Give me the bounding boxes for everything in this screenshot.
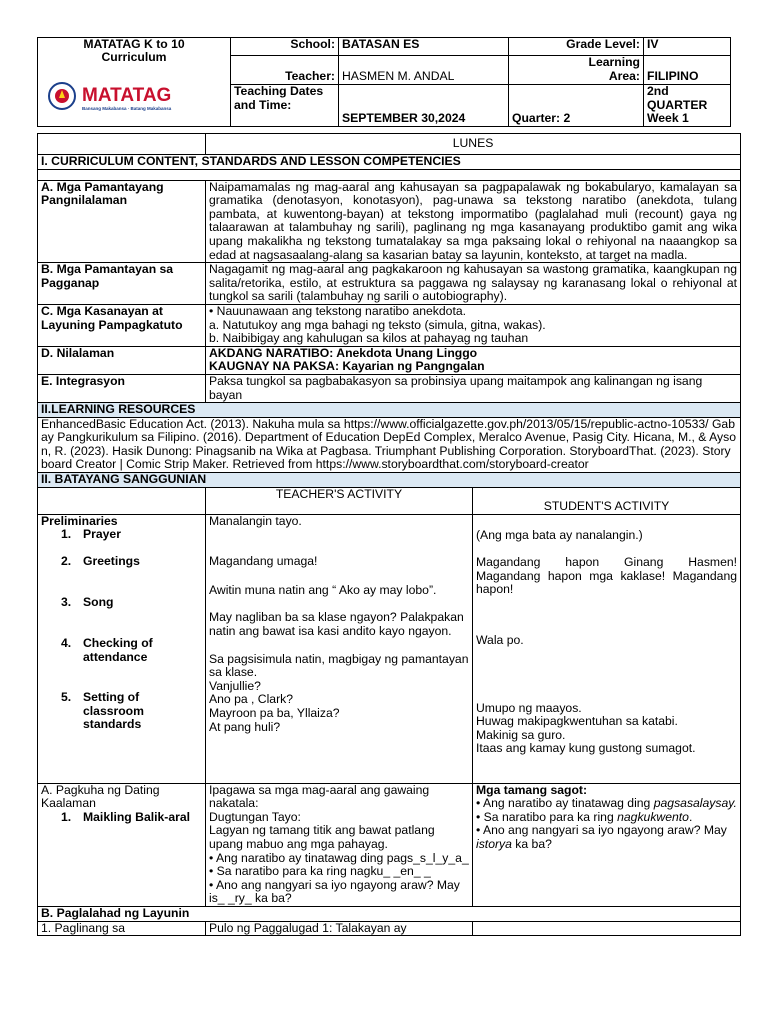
quarter-label: Quarter: 2 [509, 85, 644, 127]
d-line-2: KAUGNAY NA PAKSA: Kayarian ng Pangngalan [209, 359, 485, 374]
t-standards-5: At pang huli? [209, 719, 281, 734]
t-standards-2: Vanjullie? [209, 678, 261, 693]
answer-2: • Sa naratibo para ka ring nagkukwento. [476, 809, 693, 824]
pk-t5: • Sa naratibo para ka ring nagku_ _en_ _ [209, 864, 431, 879]
logo-tagline: Bansang Makabansa · Batang Makabansa [82, 106, 172, 111]
c-line-2: a. Natutukoy ang mga bahagi ng teksto (simula, gitna, wakas). [209, 317, 546, 332]
header-table [37, 37, 731, 127]
teacher-value: HASMEN M. ANDAL [339, 56, 509, 85]
section-sanggunian: II. BATAYANG SANGGUNIAN [38, 473, 741, 488]
preliminaries-title: Preliminaries [41, 513, 118, 528]
school-label: School: [231, 38, 339, 56]
greetings-item: 2. Greetings [61, 553, 140, 568]
blank-cell [38, 134, 206, 155]
grade-label: Grade Level: [509, 38, 644, 56]
preliminaries-cell [38, 514, 206, 783]
pk-t6: • Ano ang nangyari sa iyo ngayong araw? May is_ _ry_ ka ba? [209, 877, 460, 906]
row-b-label: B. Mga Pamantayan sa Pagganap [38, 263, 206, 305]
section-resources: II.LEARNING RESOURCES [38, 403, 741, 418]
logo-wordmark: MATATAG [82, 85, 172, 106]
row-c-label: C. Mga Kasanayan at Layuning Pampagkatuto [38, 304, 206, 346]
row-c-text [206, 304, 741, 346]
pk-t1: Ipagawa sa mga mag-aaral ang gawaing nakatala: [209, 782, 430, 811]
school-value: BATASAN ES [339, 38, 509, 56]
dates-label: Teaching Dates and Time: [231, 85, 339, 127]
song-item: 3. Song [61, 595, 114, 610]
resources-text: EnhancedBasic Education Act. (2013). Nakuha mula sa https://www.officialgazette.gov.ph/2013/05/15/republic-actno-10533/ Gabay Pangkurikulum sa Filipino. (2016). Department of Education DepEd Complex, Meralco Avenue, Pasig City. Hicana, M., & Ayson, R. (2023). Hasik Dunong: Pinagsanib na Wika at Pagbasa. Triumphant Publishing Corporation. StoryboardThat. (2023). Storyboard Creator | Comic Strip Maker. Retrieved from https://www.storyboardthat.com/storyboard-creator [38, 417, 741, 472]
paglalahad-row: B. Paglalahad ng Layunin [38, 907, 741, 922]
t-standards-1: Sa pagsisimula natin, magbigay ng pamantayan sa klase. [209, 651, 469, 680]
row-e-label: E. Integrasyon [38, 374, 206, 402]
lesson-plan-table [37, 133, 741, 936]
day-header: LUNES [206, 134, 741, 155]
paglinang-text: Pulo ng Paggalugad 1: Talakayan ay [206, 921, 473, 936]
t-prayer: Manalangin tayo. [209, 513, 302, 528]
spacer-row [38, 169, 741, 180]
s-standards-4: Itaas ang kamay kung gustong sumagot. [476, 741, 696, 756]
answers-heading: Mga tamang sagot: [476, 782, 588, 797]
t-song: Awitin muna natin ang “ Ako ay may lobo”. [209, 582, 437, 597]
answer-3: • Ano ang nangyari sa iyo ngayong araw? May istorya ka ba? [476, 823, 727, 852]
quarter-value: 2nd QUARTER Week 1 [644, 85, 731, 127]
row-a-text: Naipamamalas ng mag-aaral ang kahusayan sa pagpapalawak ng bokabularyo, kamalayan sa gramatika (denotasyon, konotasyon), pag-unawa sa tekstong naratibo (anekdota, tulang pambata, at kuwentong-bayan) at tekstong impormatibo (paglalahad muli (recount) gaya ng talaarawan at talambuhay ng sarili), paglinang ng mga kasanayang produktibo gamit ang wika upang makalikha ng tekstong tumatalakay sa mga paksaing lokal o rehiyonal na naaangkop sa edad at nagsasaalang-alang sa kasarian batay sa layunin, konteksto, at target na madla. [206, 180, 741, 263]
attendance-item: 4. Checking of attendance [61, 636, 153, 664]
t-standards-3: Ano pa , Clark? [209, 692, 294, 707]
paglinang-label: 1. Paglinang sa [38, 921, 206, 936]
t-greetings: Magandang umaga! [209, 554, 318, 569]
paglinang-student [473, 921, 741, 936]
curriculum-label: MATATAG K to 10 Curriculum [83, 37, 185, 64]
pagkuha-teacher-cell [206, 783, 473, 906]
section-curriculum: I. CURRICULUM CONTENT, STANDARDS AND LESSON COMPETENCIES [38, 155, 741, 170]
s-standards-1: Umupo ng maayos. [476, 700, 582, 715]
s-standards-3: Makinig sa guro. [476, 727, 566, 742]
pk-t4: • Ang naratibo ay tinatawag ding pags_s_l_y_a_ [209, 850, 469, 865]
answer-1: • Ang naratibo ay tinatawag ding pagsasalaysay. [476, 796, 737, 811]
blank-col-header [38, 487, 206, 514]
pagkuha-student-cell [473, 783, 741, 906]
prayer-item: 1. Prayer [61, 527, 121, 542]
balik-aral-item: 1. Maikling Balik-aral [61, 809, 191, 824]
pk-t2: Dugtungan Tayo: [209, 809, 301, 824]
d-line-1: AKDANG NARATIBO: Anekdota Unang Linggo [209, 345, 478, 360]
row-a-label: A. Mga Pamantayang Pangnilalaman [38, 180, 206, 263]
grade-value: IV [644, 38, 731, 56]
pagkuha-label: A. Pagkuha ng Dating Kaalaman [41, 782, 160, 811]
row-d-text [206, 346, 741, 374]
c-line-3: b. Naibibigay ang kahulugan sa kilos at pahayag ng tauhan [209, 331, 529, 346]
s-standards-2: Huwag makipagkwentuhan sa katabi. [476, 714, 678, 729]
dates-value: SEPTEMBER 30,2024 [339, 85, 509, 127]
student-activity-header: STUDENT'S ACTIVITY [473, 487, 741, 514]
teacher-activity-header: TEACHER'S ACTIVITY [206, 487, 473, 514]
pagkuha-cell [38, 783, 206, 906]
prelim-student-cell [473, 514, 741, 783]
prelim-teacher-cell [206, 514, 473, 783]
s-greetings: Magandang hapon Ginang Hasmen! Magandang hapon mga kaklase! Magandang hapon! [476, 555, 738, 597]
standards-item: 5. Setting of classroom standards [61, 690, 144, 732]
t-standards-4: Mayroon pa ba, Yllaiza? [209, 706, 340, 720]
row-b-text: Nagagamit ng mag-aaral ang pagkakaroon ng kahusayan sa wastong gramatika, kaangkupan ng salita/retorika, estilo, at estruktura sa paggawa ng salaysay ng karanasang lokal o rehiyonal at tungkol sa sarili (talambuhay ng sarili o autobiography). [206, 263, 741, 305]
c-line-1: • Nauunawaan ang tekstong naratibo anekdota. [209, 303, 467, 318]
s-prayer: (Ang mga bata ay nanalangin.) [476, 527, 643, 542]
row-d-label: D. Nilalaman [38, 346, 206, 374]
logo-cell [38, 38, 231, 127]
s-attendance: Wala po. [476, 633, 524, 648]
matatag-logo [48, 79, 208, 113]
row-e-text: Paksa tungkol sa pagbabakasyon sa probinsiya upang maitampok ang kalinangan ng isang bayan [206, 374, 741, 402]
teacher-label: Teacher: [231, 56, 339, 85]
area-value: FILIPINO [644, 56, 731, 85]
pk-t3: Lagyan ng tamang titik ang bawat patlang upang mabuo ang mga pahayag. [209, 823, 435, 852]
t-attendance: May nagliban ba sa klase ngayon? Palakpakan natin ang bawat isa kasi andito kayo ngayon. [209, 610, 464, 639]
area-label: Learning Area: [509, 56, 644, 85]
